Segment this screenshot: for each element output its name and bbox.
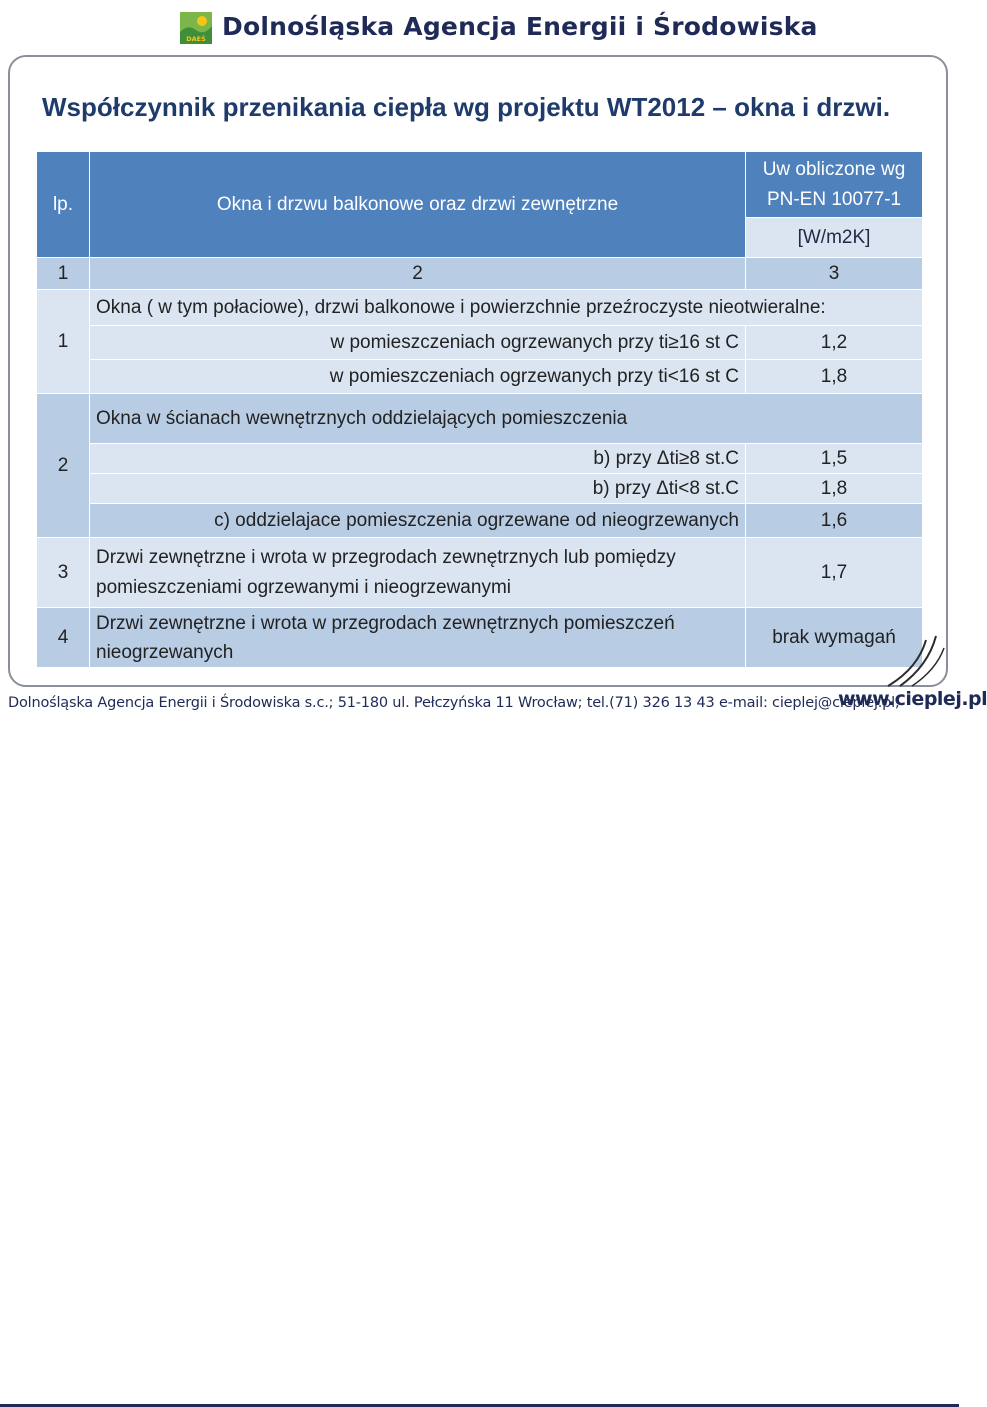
row-value: 1,7: [746, 538, 923, 608]
row-heading: Okna w ścianach wewnętrznych oddzielających pomieszczenia: [90, 394, 923, 444]
row-lp: 2: [37, 394, 90, 538]
footer-contact: Dolnośląska Agencja Energii i Środowiska s.c.; 51-180 ul. Pełczyńska 11 Wrocław; tel.(71) 326 13 43 e-mail: cieplej@cieplej.pl;: [8, 695, 900, 711]
decorative-swirl-icon: [878, 628, 948, 688]
logo-text: DAEŚ: [186, 35, 206, 43]
row-item-value: 1,2: [746, 326, 923, 360]
footer-url: www.cieplej.pl: [838, 688, 987, 710]
row-item-value: 1,8: [746, 360, 923, 394]
header-uw-line1: Uw obliczone wg: [762, 158, 906, 180]
column-number: 1: [37, 258, 90, 290]
row-label-line1: Drzwi zewnętrzne i wrota w przegrodach zewnętrznych lub pomiędzy: [96, 546, 676, 568]
row-lp: 3: [37, 538, 90, 608]
organization-name: Dolnośląska Agencja Energii i Środowiska: [222, 12, 818, 41]
header-lp: lp.: [37, 152, 90, 258]
row-label-line1: Drzwi zewnętrzne i wrota w przegrodach zewnętrznych pomieszczeń: [96, 612, 675, 634]
daes-logo-icon: [180, 12, 212, 44]
header-uw: [746, 152, 923, 218]
row-item-label: c) oddzielajace pomieszczenia ogrzewane od nieogrzewanych: [90, 504, 746, 538]
row-label-line2: pomieszczeniami ogrzewanymi i nieogrzewanymi: [96, 576, 511, 598]
row-item-value: 1,8: [746, 474, 923, 504]
column-number: 3: [746, 258, 923, 290]
header-unit: [W/m2K]: [746, 218, 923, 258]
u-values-table: [36, 151, 923, 668]
row-label: [90, 538, 746, 608]
row-item-value: 1,6: [746, 504, 923, 538]
row-label-line2: nieogrzewanych: [96, 641, 234, 663]
header-description: Okna i drzwu balkonowe oraz drzwi zewnętrzne: [90, 152, 746, 258]
row-lp: 4: [37, 608, 90, 668]
row-value: brak wymagań: [746, 608, 923, 668]
header-banner: [0, 0, 959, 48]
row-item-label: w pomieszczeniach ogrzewanych przy ti<16 st C: [90, 360, 746, 394]
row-item-value: 1,5: [746, 444, 923, 474]
slide-title: Współczynnik przenikania ciepła wg projektu WT2012 – okna i drzwi.: [42, 92, 891, 122]
header-uw-line2: PN-EN 10077-1: [766, 188, 902, 210]
row-item-label: b) przy Δti≥8 st.C: [90, 444, 746, 474]
column-number: 2: [90, 258, 746, 290]
row-lp: 1: [37, 290, 90, 394]
row-item-label: b) przy Δti<8 st.C: [90, 474, 746, 504]
row-heading: Okna ( w tym połaciowe), drzwi balkonowe i powierzchnie przeźroczyste nieotwieralne:: [90, 290, 923, 326]
row-label: [90, 608, 746, 668]
row-item-label: w pomieszczeniach ogrzewanych przy ti≥16 st C: [90, 326, 746, 360]
